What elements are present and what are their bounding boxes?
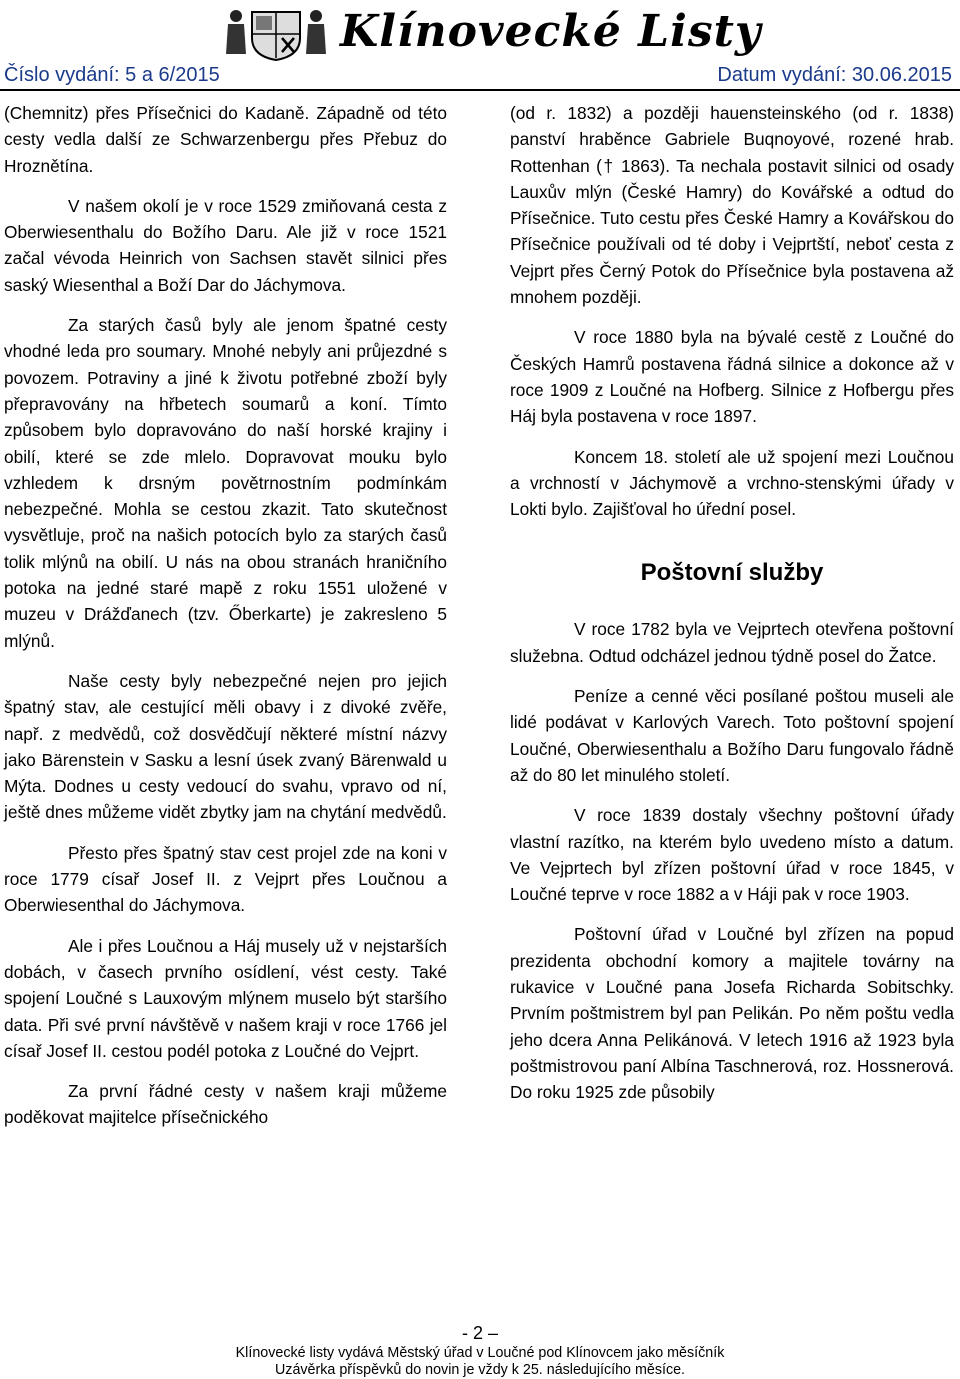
paragraph: (od r. 1832) a později hauensteinského (od r. 1838) panství hraběnce Gabriele Buqnoyové, rozené hrab. Rottenhan († 1863). Ta nechala postavit silnici od osady Lauxův mlýn (České Hamry) do Kovářské a odtud do Přísečnice. Tuto cestu přes České Hamry a Kovářskou do Přísečnice používali od té doby i Vejprtští, neboť cesta z Vejprt přes Černý Potok do Přísečnice byla postavena až mnohem později. — [510, 103, 954, 308]
paragraph: Koncem 18. století ale už spojení mezi Loučnou a vrchností v Jáchymově a vrchno-stenskými úřady v Lokti bylo. Zajišťoval ho úřední posel. — [510, 446, 954, 520]
paragraph: (Chemnitz) přes Přísečnici do Kadaně. Západně od této cesty vedla další ze Schwarzenbergu přes Přebuz do Hroznětína. — [4, 103, 447, 176]
paragraph: Poštovní úřad v Loučné byl zřízen na popud prezidenta obchodní komory a majitele továrny na rukavice v Loučné pana Josefa Richarda Sobitschky. Prvním poštmistrem byl pan Pelikán. Po něm poštu vedla jeho dcera Anna Pelikánová. V letech 1916 až 1923 byla poštmistrovou paní Albína Taschnerová, roz. Hossnerová. Do roku 1925 zde působily — [510, 924, 954, 1103]
footer-deadline-line: Uzávěrka příspěvků do novin je vždy k 25. následujícího měsíce. — [274, 1362, 686, 1378]
coat-of-arms-icon — [222, 4, 330, 62]
paragraph: Ale i přes Loučnou a Háj musely už v nejstarších dobách, v časech prvního osídlení, vést cesty. Také spojení Loučné s Lauxovým mlýnem muselo být staršího data. Při své první návštěvě v našem kraji v roce 1766 jel císař Josef II. cestou podél potoka z Loučné do Vejprt. — [4, 935, 447, 1061]
paragraph: Přesto přes špatný stav cest projel zde na koni v roce 1779 císař Josef II. z Vejprt přes Loučnou a Oberwiesenthal do Jáchymova. — [4, 842, 447, 916]
paragraph: Peníze a cenné věci posílané poštou museli ale lidé podávat v Karlových Varech. Toto poštovní spojení Loučné, Oberwiesenthalu a Božího Daru fungovalo řádně až do 80 let minulého století. — [510, 686, 954, 785]
page-header — [0, 0, 960, 88]
page-number: - 2 – — [461, 1323, 499, 1343]
footer-publisher-line: Klínovecké listy vydává Městský úřad v Loučné pod Klínovcem jako měsíčník — [235, 1345, 725, 1361]
issue-number: Číslo vydání: 5 a 6/2015 — [4, 64, 220, 86]
paragraph: V roce 1839 dostaly všechny poštovní úřady vlastní razítko, na kterém bylo uvedeno místo a datum. Ve Vejprtech byl zřízen poštovní úřad v roce 1845, v Loučné teprve v roce 1882 a v Háji pak v roce 1903. — [510, 805, 954, 905]
page-footer — [0, 1345, 960, 1379]
right-column — [510, 100, 954, 1120]
paragraph: V roce 1782 byla ve Vejprtech otevřena poštovní služebna. Odtud odcházel jednou týdně posel do Žatce. — [510, 619, 954, 666]
section-heading: Poštovní služby — [640, 559, 824, 587]
paragraph: V roce 1880 byla na bývalé cestě z Loučné do Českých Hamrů postavena řádná silnice a dokonce až v roce 1909 z Loučné na Hofberg. Silnice z Hofbergu přes Háj byla postavena v roce 1897. — [510, 327, 954, 427]
paragraph: Naše cesty byly nebezpečné nejen pro jejich špatný stav, ale cestující měli obavy i z divoké zvěře, např. z medvědů, což dosvědčují některé místní názvy jako Bärenstein v Sasku a lesní úsek zvaný Bärenwald u Mýta. Dodnes u cesty vedoucí do svahu, vpravo od ní, ještě dnes můžeme vidět zbytky jam na chytání medvědů. — [4, 670, 447, 823]
left-column — [4, 100, 447, 1145]
issue-date: Datum vydání: 30.06.2015 — [717, 64, 952, 86]
paragraph: V našem okolí je v roce 1529 zmiňovaná cesta z Oberwiesenthalu do Božího Daru. Ale již v roce 1521 začal vévoda Heinrich von Sachsen stavět silnici přes saský Wiesenthal a Boží Dar do Jáchymova. — [4, 195, 447, 295]
paragraph: Za první řádné cesty v našem kraji můžeme poděkovat majitelce přísečnického — [4, 1081, 447, 1128]
paragraph: Za starých časů byly ale jenom špatné cesty vhodné leda pro soumary. Mnohé nebyly ani průjezdné s povozem. Potraviny a jiné k životu potřebné zboží byly přepravovány na hřbetech soumarů a koní. Tímto způsobem bylo dopravováno do naší horské krajiny i obilí, které se zde mlelo. Dopravovat mouku bylo vzhledem k drsným povětrnostním podmínkám nebezpečné. Mohla se cestou zkazit. Tato skutečnost vysvětluje, proč na našich potocích bylo za starých časů tolik mlýnů na obilí. U nás na obou stranách hraničního potoka na jedné staré mapě z roku 1551 uložené v muzeu v Drážďanech (tzv. Őberkarte) je zakresleno 5 mlýnů. — [4, 315, 447, 651]
header-divider — [0, 89, 960, 91]
newspaper-title: Klínovecké Listy — [340, 6, 762, 57]
